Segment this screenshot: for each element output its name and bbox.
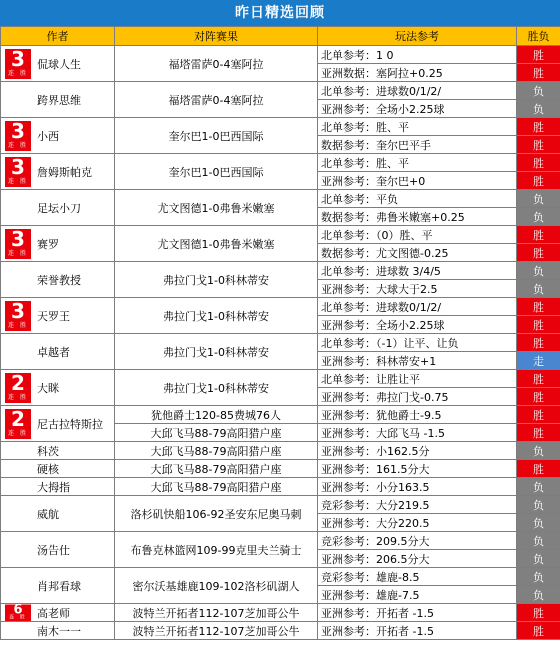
result-cell: 胜 bbox=[517, 172, 560, 190]
result-cell: 负 bbox=[517, 586, 560, 604]
result-cell: 负 bbox=[517, 568, 560, 586]
table-row bbox=[1, 46, 560, 64]
result-cell: 胜 bbox=[517, 460, 560, 478]
play-cell: 北单参考：进球数 3/4/5 bbox=[318, 262, 517, 280]
table-row bbox=[1, 262, 560, 280]
match-cell: 密尔沃基雄鹿109-102洛杉矶湖人 bbox=[115, 568, 318, 604]
streak-label: 连 胜 bbox=[8, 69, 28, 77]
author-name: 侃球人生 bbox=[37, 57, 81, 71]
author-name: 天罗王 bbox=[37, 309, 70, 323]
author-cell bbox=[1, 262, 115, 298]
author-name: 小西 bbox=[37, 129, 59, 143]
author-name: 汤告仕 bbox=[37, 543, 70, 557]
play-cell: 北单参考：胜、平 bbox=[318, 118, 517, 136]
result-cell: 胜 bbox=[517, 226, 560, 244]
author-name: 肖邦看球 bbox=[37, 579, 81, 593]
play-cell: 亚洲参考：犹他爵士-9.5 bbox=[318, 406, 517, 424]
author-name: 赛罗 bbox=[37, 237, 59, 251]
result-cell: 负 bbox=[517, 190, 560, 208]
header-author: 作者 bbox=[1, 27, 115, 46]
result-cell: 负 bbox=[517, 550, 560, 568]
table-row bbox=[1, 334, 560, 352]
play-cell: 北单参考：让胜让平 bbox=[318, 370, 517, 388]
play-cell: 北单参考：（0）胜、平 bbox=[318, 226, 517, 244]
table-row bbox=[1, 406, 560, 424]
play-cell: 亚洲参考：小162.5分 bbox=[318, 442, 517, 460]
result-cell: 负 bbox=[517, 442, 560, 460]
play-cell: 亚洲参考：科林蒂安+1 bbox=[318, 352, 517, 370]
header-play: 玩法参考 bbox=[318, 27, 517, 46]
match-cell: 福塔雷萨0-4塞阿拉 bbox=[115, 46, 318, 82]
streak-badge bbox=[5, 604, 31, 621]
result-cell: 负 bbox=[517, 82, 560, 100]
author-cell bbox=[1, 82, 115, 118]
match-cell: 洛杉矶快船106-92圣安东尼奥马刺 bbox=[115, 496, 318, 532]
author-cell bbox=[1, 460, 115, 478]
result-cell: 胜 bbox=[517, 136, 560, 154]
match-cell: 奎尔巴1-0巴西国际 bbox=[115, 118, 318, 154]
author-cell bbox=[1, 442, 115, 460]
table-body bbox=[1, 46, 560, 640]
play-cell: 竞彩参考：209.5分大 bbox=[318, 532, 517, 550]
result-cell: 胜 bbox=[517, 118, 560, 136]
author-name: 詹姆斯帕克 bbox=[37, 165, 92, 179]
result-cell: 负 bbox=[517, 208, 560, 226]
play-cell: 北单参考：平负 bbox=[318, 190, 517, 208]
author-name: 卓越者 bbox=[37, 345, 70, 359]
author-name: 硬核 bbox=[37, 462, 59, 476]
table-row bbox=[1, 568, 560, 586]
result-cell: 胜 bbox=[517, 604, 560, 622]
play-cell: 亚洲参考：弗拉门戈-0.75 bbox=[318, 388, 517, 406]
play-cell: 亚洲参考：开拓者 -1.5 bbox=[318, 622, 517, 640]
author-cell bbox=[1, 46, 115, 82]
table-row bbox=[1, 190, 560, 208]
play-cell: 亚洲参考：开拓者 -1.5 bbox=[318, 604, 517, 622]
table-row bbox=[1, 226, 560, 244]
header-row bbox=[1, 27, 560, 46]
streak-badge bbox=[5, 226, 31, 259]
match-cell: 弗拉门戈1-0科林蒂安 bbox=[115, 298, 318, 334]
author-cell bbox=[1, 190, 115, 226]
match-cell: 大邱飞马88-79高阳猎户座 bbox=[115, 478, 318, 496]
play-cell: 亚洲参考：大球大于2.5 bbox=[318, 280, 517, 298]
streak-count: 3 bbox=[11, 226, 25, 251]
result-cell: 胜 bbox=[517, 46, 560, 64]
author-name: 足坛小刀 bbox=[37, 201, 81, 215]
streak-badge bbox=[5, 154, 31, 187]
author-cell bbox=[1, 496, 115, 532]
table-row bbox=[1, 442, 560, 460]
play-cell: 北单参考：（-1）让平、让负 bbox=[318, 334, 517, 352]
match-cell: 奎尔巴1-0巴西国际 bbox=[115, 154, 318, 190]
result-cell: 负 bbox=[517, 496, 560, 514]
play-cell: 亚洲参考：奎尔巴+0 bbox=[318, 172, 517, 190]
author-cell bbox=[1, 118, 115, 154]
author-cell bbox=[1, 406, 115, 442]
author-cell bbox=[1, 568, 115, 604]
table-row bbox=[1, 370, 560, 388]
result-cell: 胜 bbox=[517, 64, 560, 82]
play-cell: 亚洲参考：大分220.5 bbox=[318, 514, 517, 532]
play-cell: 亚洲数据：塞阿拉+0.25 bbox=[318, 64, 517, 82]
streak-count: 2 bbox=[11, 406, 25, 431]
match-cell: 大邱飞马88-79高阳猎户座 bbox=[115, 442, 318, 460]
play-cell: 北单参考：进球数0/1/2/ bbox=[318, 298, 517, 316]
result-cell: 胜 bbox=[517, 424, 560, 442]
play-cell: 数据参考：弗鲁米嫩塞+0.25 bbox=[318, 208, 517, 226]
result-cell: 负 bbox=[517, 100, 560, 118]
play-cell: 竞彩参考：大分219.5 bbox=[318, 496, 517, 514]
streak-label: 连 胜 bbox=[9, 614, 27, 620]
result-cell: 负 bbox=[517, 532, 560, 550]
recap-table bbox=[0, 26, 560, 640]
result-cell: 负 bbox=[517, 262, 560, 280]
result-cell: 胜 bbox=[517, 316, 560, 334]
table-row bbox=[1, 478, 560, 496]
streak-label: 连 胜 bbox=[8, 393, 28, 401]
streak-label: 连 胜 bbox=[8, 249, 28, 257]
streak-badge bbox=[5, 370, 31, 403]
play-cell: 数据参考：奎尔巴平手 bbox=[318, 136, 517, 154]
table-row bbox=[1, 532, 560, 550]
match-cell: 尤文图德1-0弗鲁米嫩塞 bbox=[115, 190, 318, 226]
author-name: 荣誉教授 bbox=[37, 273, 81, 287]
table-row bbox=[1, 622, 560, 640]
play-cell: 北单参考：胜、平 bbox=[318, 154, 517, 172]
streak-label: 连 胜 bbox=[8, 321, 28, 329]
streak-badge bbox=[5, 118, 31, 151]
result-cell: 胜 bbox=[517, 244, 560, 262]
match-cell: 犹他爵士120-85费城76人 bbox=[115, 406, 318, 424]
match-cell: 弗拉门戈1-0科林蒂安 bbox=[115, 370, 318, 406]
play-cell: 亚洲参考：雄鹿-7.5 bbox=[318, 586, 517, 604]
author-name: 威航 bbox=[37, 507, 59, 521]
result-cell: 胜 bbox=[517, 334, 560, 352]
author-cell bbox=[1, 532, 115, 568]
streak-badge bbox=[5, 46, 31, 79]
play-cell: 亚洲参考：161.5分大 bbox=[318, 460, 517, 478]
streak-count: 3 bbox=[11, 154, 25, 179]
author-name: 南木一一 bbox=[37, 624, 81, 638]
author-name: 高老师 bbox=[37, 606, 70, 620]
result-cell: 负 bbox=[517, 280, 560, 298]
author-name: 大拇指 bbox=[37, 480, 70, 494]
streak-count: 3 bbox=[11, 298, 25, 323]
streak-label: 连 胜 bbox=[8, 177, 28, 185]
table-row bbox=[1, 604, 560, 622]
play-cell: 亚洲参考：大邱飞马 -1.5 bbox=[318, 424, 517, 442]
header-match: 对阵赛果 bbox=[115, 27, 318, 46]
result-cell: 负 bbox=[517, 478, 560, 496]
match-cell: 波特兰开拓者112-107芝加哥公牛 bbox=[115, 622, 318, 640]
streak-count: 6 bbox=[13, 603, 23, 617]
result-cell: 胜 bbox=[517, 370, 560, 388]
match-cell: 大邱飞马88-79高阳猎户座 bbox=[115, 424, 318, 442]
header-result: 胜负 bbox=[517, 27, 560, 46]
result-cell: 走 bbox=[517, 352, 560, 370]
author-cell bbox=[1, 604, 115, 622]
author-name: 跨界思维 bbox=[37, 93, 81, 107]
play-cell: 北单参考：1 0 bbox=[318, 46, 517, 64]
result-cell: 胜 bbox=[517, 388, 560, 406]
table-row bbox=[1, 118, 560, 136]
streak-label: 连 胜 bbox=[8, 141, 28, 149]
streak-label: 连 胜 bbox=[8, 429, 28, 437]
page-title: 昨日精选回顾 bbox=[0, 0, 560, 26]
match-cell: 弗拉门戈1-0科林蒂安 bbox=[115, 334, 318, 370]
play-cell: 竞彩参考：雄鹿-8.5 bbox=[318, 568, 517, 586]
play-cell: 亚洲参考：小分163.5 bbox=[318, 478, 517, 496]
result-cell: 负 bbox=[517, 514, 560, 532]
streak-badge bbox=[5, 298, 31, 331]
table-row bbox=[1, 154, 560, 172]
table-row bbox=[1, 496, 560, 514]
match-cell: 福塔雷萨0-4塞阿拉 bbox=[115, 82, 318, 118]
play-cell: 数据参考：尤文图德-0.25 bbox=[318, 244, 517, 262]
streak-count: 3 bbox=[11, 46, 25, 71]
author-cell bbox=[1, 154, 115, 190]
match-cell: 弗拉门戈1-0科林蒂安 bbox=[115, 262, 318, 298]
play-cell: 亚洲参考：全场小2.25球 bbox=[318, 100, 517, 118]
match-cell: 尤文图德1-0弗鲁米嫩塞 bbox=[115, 226, 318, 262]
author-cell bbox=[1, 478, 115, 496]
author-cell bbox=[1, 298, 115, 334]
author-cell bbox=[1, 622, 115, 640]
match-cell: 大邱飞马88-79高阳猎户座 bbox=[115, 460, 318, 478]
author-name: 科茨 bbox=[37, 444, 59, 458]
author-name: 大眯 bbox=[37, 381, 59, 395]
table-row bbox=[1, 82, 560, 100]
result-cell: 胜 bbox=[517, 406, 560, 424]
play-cell: 亚洲参考：206.5分大 bbox=[318, 550, 517, 568]
streak-badge bbox=[5, 406, 31, 439]
table-row bbox=[1, 460, 560, 478]
play-cell: 亚洲参考：全场小2.25球 bbox=[318, 316, 517, 334]
play-cell: 北单参考：进球数0/1/2/ bbox=[318, 82, 517, 100]
author-name: 尼古拉特斯拉 bbox=[37, 417, 103, 431]
result-cell: 胜 bbox=[517, 154, 560, 172]
streak-count: 2 bbox=[11, 370, 25, 395]
author-cell bbox=[1, 334, 115, 370]
author-cell bbox=[1, 226, 115, 262]
match-cell: 波特兰开拓者112-107芝加哥公牛 bbox=[115, 604, 318, 622]
author-cell bbox=[1, 370, 115, 406]
result-cell: 胜 bbox=[517, 622, 560, 640]
result-cell: 胜 bbox=[517, 298, 560, 316]
streak-count: 3 bbox=[11, 118, 25, 143]
table-row bbox=[1, 298, 560, 316]
match-cell: 布鲁克林篮网109-99克里夫兰骑士 bbox=[115, 532, 318, 568]
